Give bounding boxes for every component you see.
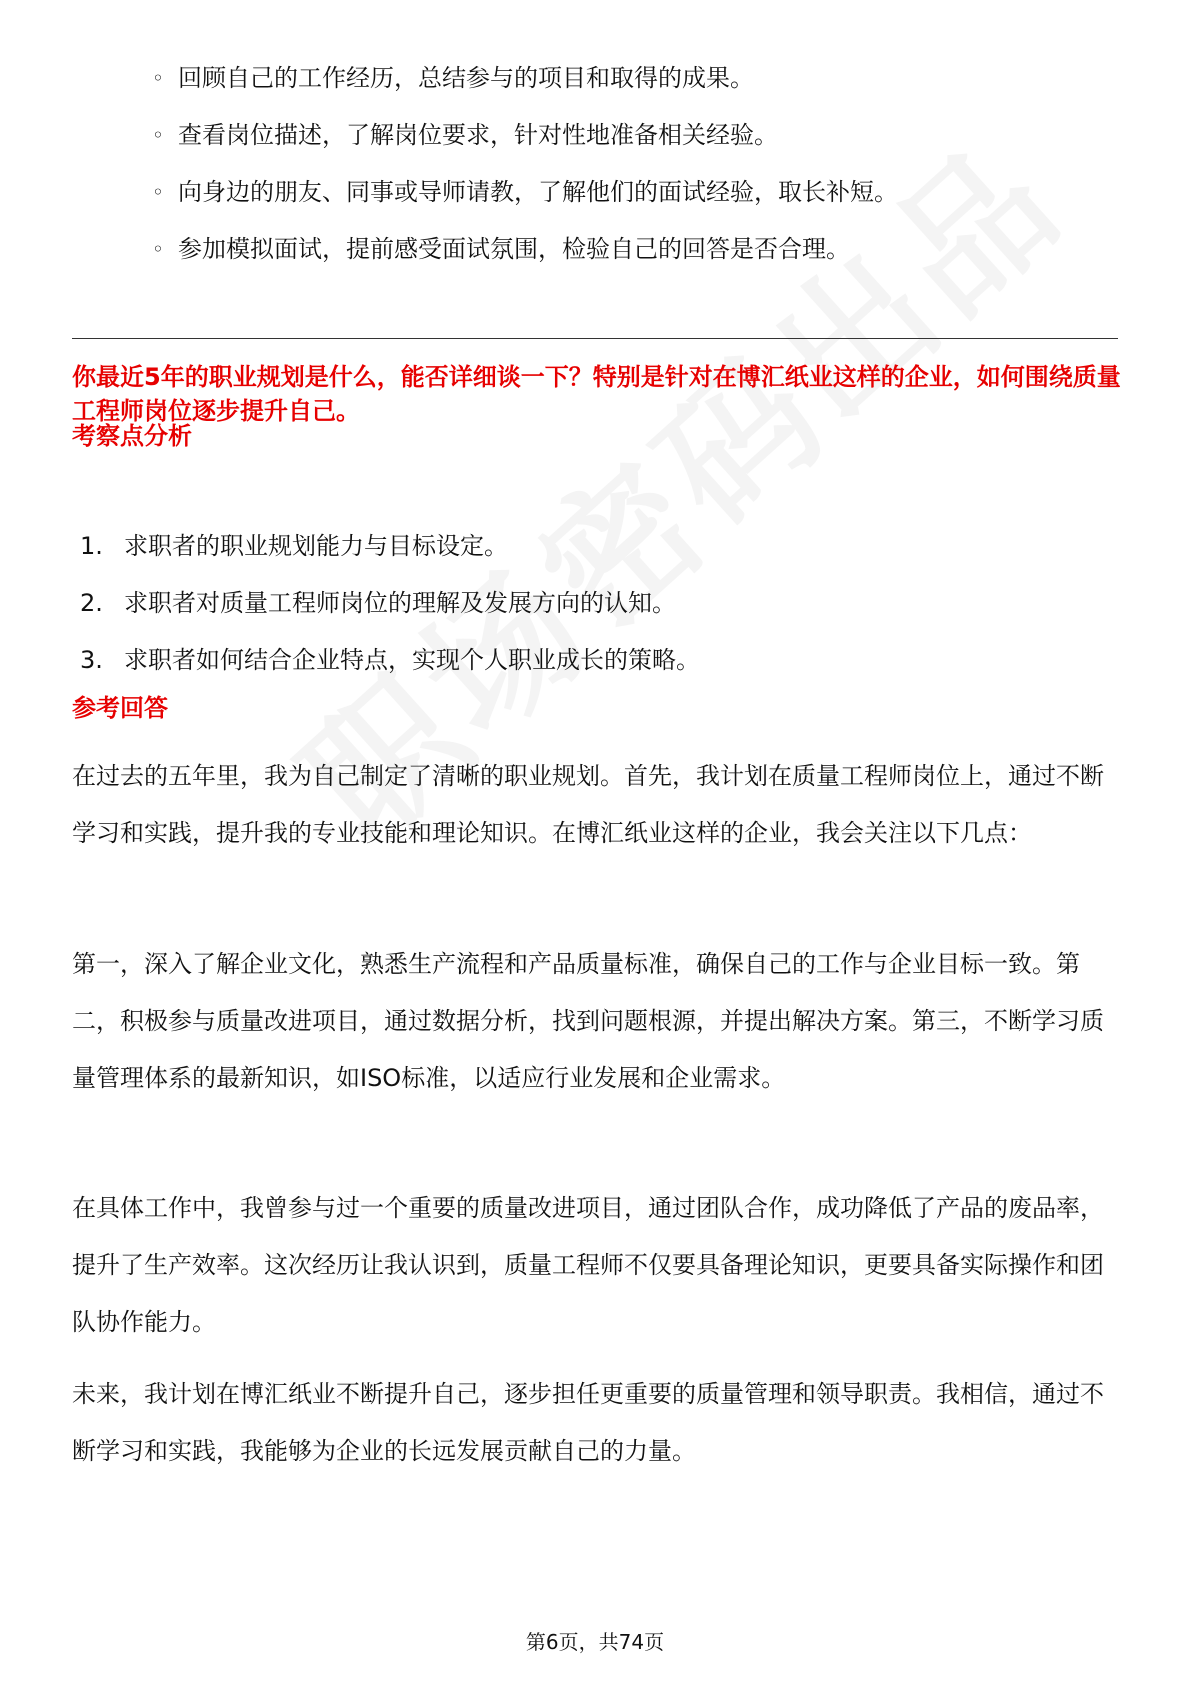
bullet-icon: ◦ — [152, 180, 164, 204]
list-item — [80, 587, 700, 619]
item-text: 求职者的职业规划能力与目标设定。 — [124, 532, 508, 560]
item-text: 求职者对质量工程师岗位的理解及发展方向的认知。 — [124, 589, 676, 617]
bullet-text: 向身边的朋友、同事或导师请教，了解他们的面试经验，取长补短。 — [178, 178, 898, 206]
bullet-icon: ◦ — [152, 123, 164, 147]
answer-paragraph: 在过去的五年里，我为自己制定了清晰的职业规划。首先，我计划在质量工程师岗位上，通过不断学习和实践，提升我的专业技能和理论知识。在博汇纸业这样的企业，我会关注以下几点： — [72, 762, 1104, 847]
bullet-text: 参加模拟面试，提前感受面试氛围，检验自己的回答是否合理。 — [178, 235, 850, 263]
item-number: 1. — [80, 532, 103, 560]
bullet-icon: ◦ — [152, 237, 164, 261]
bullet-icon: ◦ — [152, 66, 164, 90]
bullet-text: 回顾自己的工作经历，总结参与的项目和取得的成果。 — [178, 64, 754, 92]
answer-paragraph: 第一，深入了解企业文化，熟悉生产流程和产品质量标准，确保自己的工作与企业目标一致。第二，积极参与质量改进项目，通过数据分析，找到问题根源，并提出解决方案。第三，不断学习质量管理体系的最新知识，如ISO标准，以适应行业发展和企业需求。 — [72, 950, 1104, 1092]
item-number: 2. — [80, 589, 103, 617]
bullet-text: 查看岗位描述，了解岗位要求，针对性地准备相关经验。 — [178, 121, 778, 149]
list-item — [148, 176, 898, 208]
question-heading: 你最近5年的职业规划是什么，能否详细谈一下？特别是针对在博汇纸业这样的企业，如何围绕质量工程师岗位逐步提升自己。 — [72, 363, 1121, 425]
list-item — [80, 530, 700, 562]
list-item — [148, 62, 898, 94]
list-item — [148, 119, 898, 151]
analysis-title: 考察点分析 — [72, 422, 192, 450]
answer-title: 参考回答 — [72, 694, 168, 722]
list-item — [80, 644, 700, 676]
answer-paragraph: 未来，我计划在博汇纸业不断提升自己，逐步担任更重要的质量管理和领导职责。我相信，通过不断学习和实践，我能够为企业的长远发展贡献自己的力量。 — [72, 1380, 1104, 1465]
item-text: 求职者如何结合企业特点，实现个人职业成长的策略。 — [124, 646, 700, 674]
page-number: 第6页，共74页 — [525, 1630, 665, 1654]
section-divider — [72, 338, 1118, 339]
analysis-list — [80, 530, 700, 701]
tips-bullet-list — [148, 62, 898, 290]
item-number: 3. — [80, 646, 103, 674]
answer-paragraph: 在具体工作中，我曾参与过一个重要的质量改进项目，通过团队合作，成功降低了产品的废品率，提升了生产效率。这次经历让我认识到，质量工程师不仅要具备理论知识，更要具备实际操作和团队协作能力。 — [72, 1194, 1104, 1336]
list-item — [148, 233, 898, 265]
